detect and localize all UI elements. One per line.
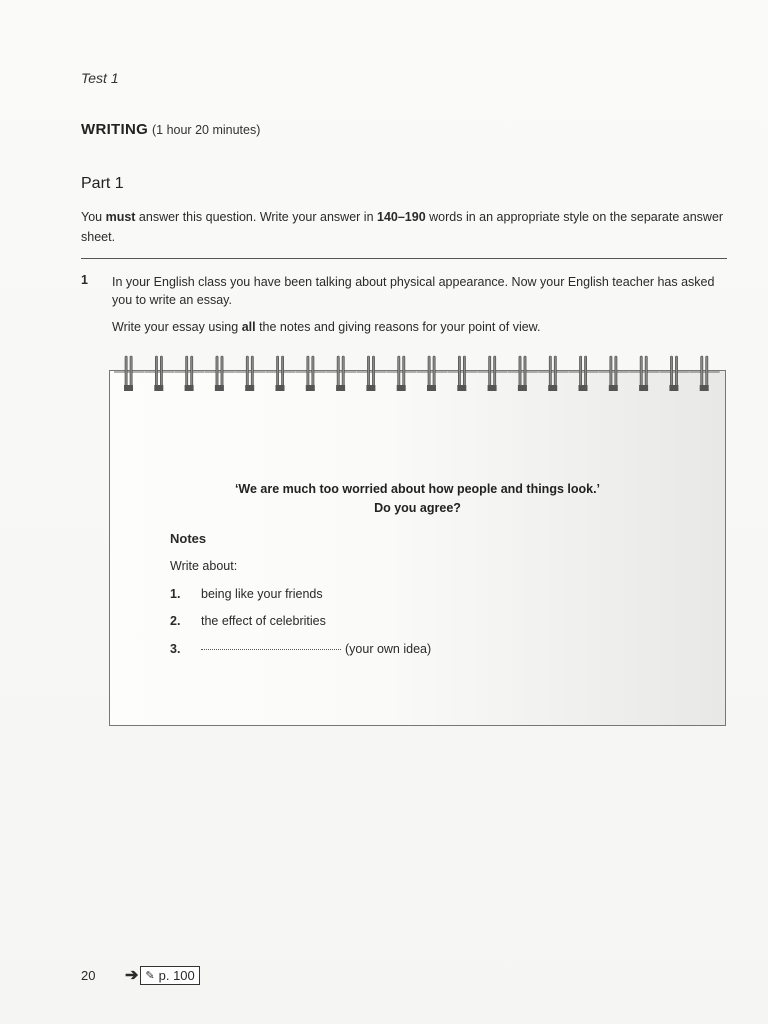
question-text: In your English class you have been talking about physical appearance. Now your English teacher has asked you to write an essay. (112, 275, 715, 307)
spiral-ring (508, 356, 538, 391)
question-number: 1 (81, 273, 88, 287)
instr-text: words in an appropriate style on the separate answer sheet. (81, 210, 724, 244)
essay-quote (109, 480, 726, 518)
reference-page: p. 100 (158, 967, 195, 983)
spiral-ring (569, 356, 599, 391)
spiral-ring (629, 356, 659, 391)
part-title: Part 1 (81, 175, 124, 192)
spiral-ring (659, 356, 689, 391)
spiral-ring (356, 356, 386, 391)
spiral-ring (144, 356, 174, 391)
part-instructions (81, 207, 731, 247)
section-duration: (1 hour 20 minutes) (151, 123, 261, 137)
right-arrow-icon: ➔ (125, 967, 139, 984)
note-item (170, 642, 431, 656)
test-label: Test 1 (81, 70, 119, 86)
spiral-ring (114, 356, 144, 391)
note-number: 2. (170, 614, 181, 628)
note-text: (your own idea) (345, 642, 432, 656)
note-number: 1. (170, 587, 181, 601)
write-about-label: Write about: (170, 559, 238, 573)
spiral-ring (690, 356, 720, 391)
quote-line: ‘We are much too worried about how people and things look.’ (234, 482, 601, 496)
spiral-ring (235, 356, 265, 391)
instruction-text: the notes and giving reasons for your point of view. (255, 320, 541, 334)
instruction-text: Write your essay using (112, 320, 242, 334)
spiral-ring (205, 356, 235, 391)
instr-word-count: 140–190 (377, 210, 426, 224)
question-instruction (112, 318, 722, 336)
note-text: the effect of celebrities (201, 614, 326, 628)
notes-title: Notes (170, 531, 207, 546)
fill-in-dots (201, 649, 341, 650)
instr-must: must (105, 210, 136, 224)
note-item (170, 587, 323, 601)
note-text: being like your friends (201, 587, 323, 601)
spiral-ring (538, 356, 568, 391)
page-number: 20 (81, 968, 96, 983)
note-number: 3. (170, 642, 181, 656)
spiral-binding-icon (109, 352, 729, 396)
spiral-ring (447, 356, 477, 391)
instr-text: You (81, 210, 106, 224)
reference-box (140, 966, 199, 985)
spiral-ring (599, 356, 629, 391)
quote-question: Do you agree? (374, 501, 461, 515)
spiral-ring (175, 356, 205, 391)
spiral-ring (326, 356, 356, 391)
pencil-icon: ✎ (145, 969, 155, 982)
notepad (109, 370, 726, 726)
spiral-ring (387, 356, 417, 391)
spiral-ring (296, 356, 326, 391)
spiral-ring (417, 356, 447, 391)
spiral-ring (478, 356, 508, 391)
note-item (170, 614, 326, 628)
section-heading (81, 121, 260, 138)
answer-reference (125, 965, 200, 985)
instruction-all: all (241, 320, 256, 334)
section-title: WRITING (81, 121, 149, 138)
divider (81, 258, 727, 259)
instr-text: answer this question. Write your answer in (135, 210, 377, 224)
spiral-ring (266, 356, 296, 391)
